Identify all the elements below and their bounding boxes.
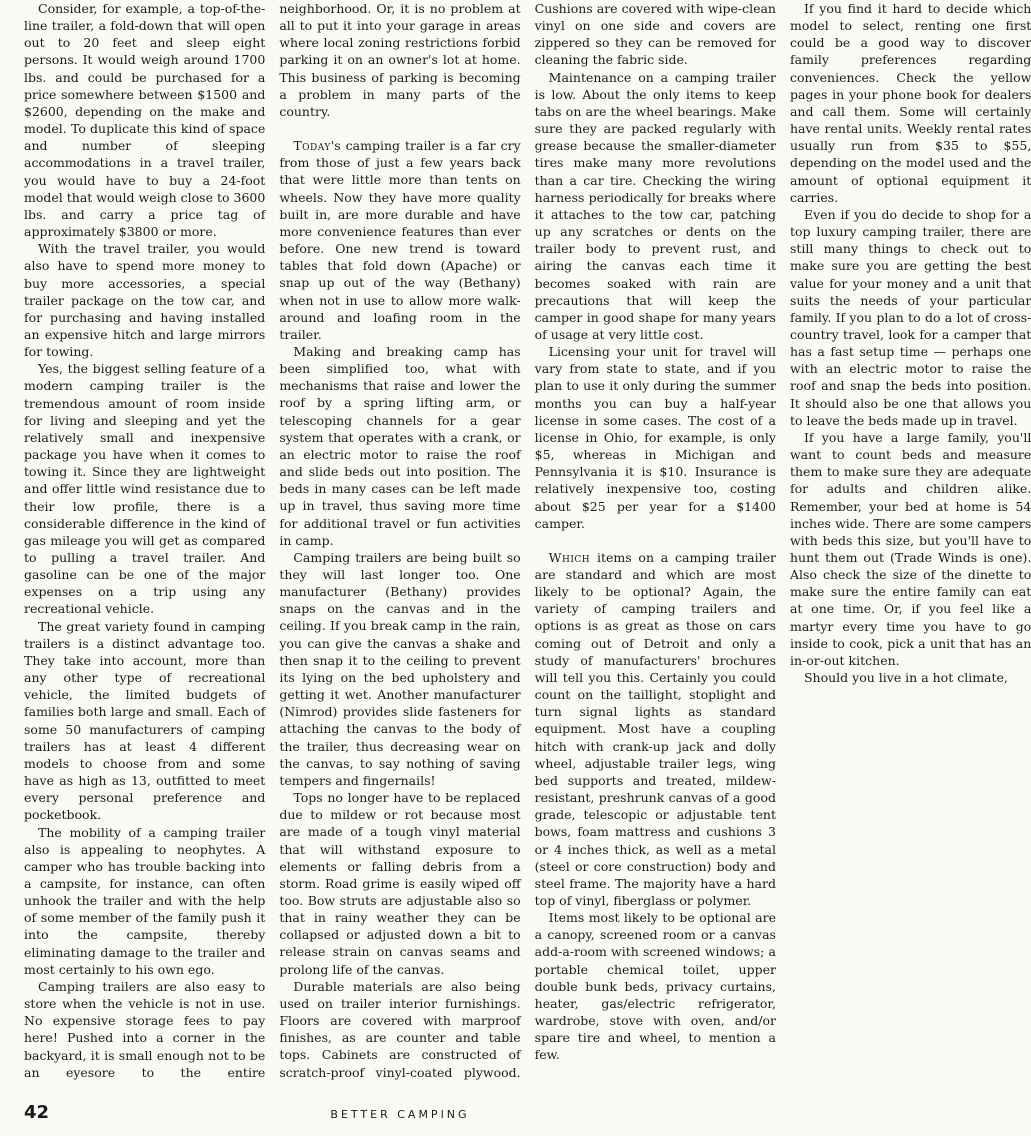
paragraph: Should you live in a hot climate,: [803, 670, 1008, 686]
paragraph: Tops no longer have to be replaced due to mildew or rot because most are made of a tough vinyl material that will withstand exposure to elements or falling debris from a storm. Road grime is easily wiped off too. Bow struts are adjustable also so that in rainy weather they can be collapsed or adjusted down a bit to release strain on canvas seams and prolong life of the canvas.: [279, 790, 521, 977]
paragraph: With the travel trailer, you would also have to spend more money to buy more accessories, a special trailer package on the tow car, and for purchasing and having installed an expensive hitch and large mirrors for towing.: [24, 241, 266, 360]
paragraph: Even if you do decide to shop for a top luxury camping trailer, there are still many things to check out to make sure you are getting the best value for your money and a unit that suits the needs of your particular family. If you plan to do a lot of cross-country travel, look for a camper that has a fast setup time — perhaps one with an electric motor to raise the roof and snap the beds into position. It should also be one that allows you to leave the beds made up in travel.: [789, 206, 1031, 428]
paragraph: If you find it hard to decide which model to select, renting one first could be a good way to discover family preferences regarding conveniences. Check the yellow pages in your phone book for dealers and call them. Some will certainly have rental units. Weekly rental rates usually run from $35 to $55, depending on the model used and the amount of optional equipment it carries.: [789, 1, 1031, 205]
paragraph: Yes, the biggest selling feature of a modern camping trailer is the tremendous amount of room inside for living and sleeping and yet the relatively small and inexpensive package you have when it comes to towing it. Since they are lightweight and offer little wind resistance due to their low profile, there is a considerable difference in the kind of gas mileage you will get as compared to pulling a travel trailer. And gasoline can be one of the major expenses on a trip using any recreational vehicle.: [24, 361, 266, 617]
magazine-name: BETTER CAMPING: [330, 1108, 470, 1121]
paragraph: Items most likely to be optional are a canopy, screened room or a canvas add-a-room with screened windows; a portable chemical toilet, upper double bunk beds, privacy curtains, heater, gas/electric refrigerator, wardrobe, stove with oven, and/or spare tire and wheel, to mention a few.: [534, 910, 776, 1063]
paragraph: If you have a large family, you'll want to count beds and measure them to make sure they are adequate for adults and children alike. Remember, your bed at home is 54 inches wide. There are some campers with beds this size, but you'll have to hunt them out (Trade Winds is one). Also check the size of the dinette to make sure the entire family can eat at one time. Or, if you feel like a martyr every time you have to go inside to cook, pick a unit that has an in-or-out kitchen.: [789, 429, 1031, 668]
paragraph: Making and breaking camp has been simplified too, what with mechanisms that raise and lower the roof by a spring lifting arm, or telescoping channels for a gear system that operates with a crank, or an electric motor to raise the roof and slide beds out into position. The beds in many cases can be left made up in travel, thus saving more time for additional travel or fun activities in camp.: [279, 343, 521, 548]
paragraph: The great variety found in camping trailers is a distinct advantage too. They take into account, more than any other type of recreational vehicle, the limited budgets of families both large and small. Each of some 50 manufacturers of camping trailers has at least 4 different models to choose from and some have as high as 13, outfitted to meet every personal preference and pocketbook.: [24, 618, 266, 823]
paragraph: Durable materials are also being used on trailer interior furnishings. Floors are covered with marproof finishes, as are counter and table tops. Cabinets are constructed of scratch-proof vinyl-coated plywood. Cushions are covered with wipe-clean vinyl on one side and covers are zippered so they can be removed for cleaning the fabric side.: [279, 1, 776, 1080]
lead-in: Which: [548, 549, 591, 565]
paragraph: Camping trailers are also easy to store when the vehicle is not in use. No expensive storage fees to pay here! Pushed into a corner in the backyard, it is small enough not to be an eyesore to the entire neighborhood. Or, it is no problem at all to put it into your garage in areas where local zoning restrictions forbid parking it on an owner's lot at home. This business of parking is becoming a problem in many parts of the country.: [24, 1, 521, 1080]
paragraph: Licensing your unit for travel will vary from state to state, and if you plan to use it only during the summer months you can buy a half-year license in some cases. The cost of a license in Ohio, for example, is only $5, whereas in Michigan and Pennsylvania it is $10. Insurance is relatively inexpensive too, costing about $25 per year for a $1400 camper.: [534, 344, 776, 531]
section-paragraph: Which items on a camping trailer are standard and which are most likely to be optional? Again, the variety of camping trailers and options is as great as those on cars coming out of Detroit and only a study of manufacturers' brochures will tell you this. Certainly you could count on the taillight, stoplight and turn signal lights as standard equipment. Most have a coupling hitch with crank-up jack and dolly wheel, adjustable trailer legs, wing bed supports and treated, mildew-resistant, preshrunk canvas of a good grade, telescopic or adjustable tent bows, foam mattress and cushions 3 or 4 inches thick, as well as a metal (steel or core construction) body and steel frame. The majority have a hard top of vinyl, fiberglass or polymer.: [534, 549, 776, 908]
section-paragraph: Today's camping trailer is a far cry from those of just a few years back that were little more than tents on wheels. Now they have more quality built in, are more durable and have more convenience features than ever before. One new trend is toward tables that fold down (Apache) or snap up out of the way (Bethany) when not in use to allow more walk-around and loafing room in the trailer.: [279, 138, 521, 342]
page-number: 42: [24, 1102, 50, 1123]
paragraph: Maintenance on a camping trailer is low. About the only items to keep tabs on are the wheel bearings. Make sure they are packed regularly with grease because the smaller-diameter tires make many more revolutions than a car tire. Checking the wiring harness periodically for breaks where it attaches to the tow car, patching up any scratches or dents on the trailer body to prevent rust, and airing the canvas each time it becomes soaked with rain are precautions that will keep the camper in good shape for many years of usage at very little cost.: [534, 69, 776, 342]
paragraph: Consider, for example, a top-of-the-line trailer, a fold-down that will open out to 20 feet and sleep eight persons. It would weigh around 1700 lbs. and could be purchased for a price somewhere between $1500 and $2600, depending on the make and model. To duplicate this kind of space and number of sleeping accommodations in a travel trailer, you would have to buy a 24-foot model that would weigh close to 3600 lbs. and carry a price tag of approximately $3800 or more.: [24, 1, 266, 240]
paragraph: Camping trailers are being built so they will last longer too. One manufacturer (Bethany) provides snaps on the canvas and in the ceiling. If you break camp in the rain, you can give the canvas a shake and then snap it to the ceiling to prevent its lying on the bed upholstery and getting it wet. Another manufacturer (Nimrod) provides slide fasteners for attaching the canvas to the body of the trailer, thus decreasing wear on the canvas, to say nothing of saving tempers and fingernails!: [279, 549, 521, 788]
paragraph: The mobility of a camping trailer also is appealing to neophytes. A camper who has trouble backing into a campsite, for instance, can often unhook the trailer and with the help of some member of the family push it into the campsite, thereby eliminating damage to the trailer and most certainly to his own ego.: [24, 824, 266, 977]
lead-in: Today: [293, 138, 331, 154]
page-footer: [24, 1100, 776, 1130]
article-body: [24, 0, 1031, 1092]
